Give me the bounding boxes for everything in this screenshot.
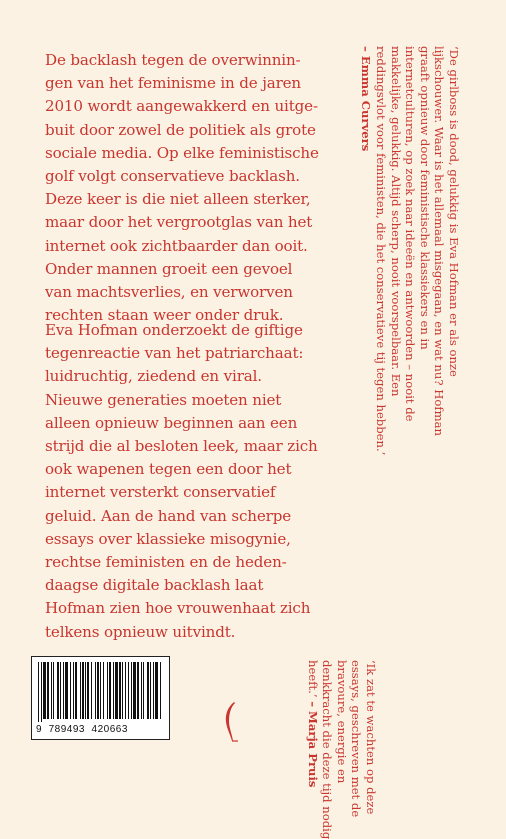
isbn-number: 9 789493 420663 xyxy=(36,724,128,735)
barcode-bar xyxy=(51,662,52,719)
barcode-bar xyxy=(155,662,158,719)
barcode-bar xyxy=(85,662,86,719)
barcode-bar xyxy=(150,662,151,719)
blurb-paragraph-2 xyxy=(45,319,318,644)
barcode-bar xyxy=(137,662,139,719)
quote-line: makkelijke, gelukkig. Altijd scherp, nooit voorspelbaar. Een xyxy=(388,46,403,397)
barcode-bar xyxy=(100,662,101,719)
blurb-paragraph-1 xyxy=(45,49,319,327)
blurb-line: gen van het feminisme in de jaren xyxy=(45,74,302,93)
blurb-line: daagse digitale backlash laat xyxy=(45,576,264,595)
blurb-line: 2010 wordt aangewakkerd en uitge- xyxy=(45,97,318,116)
barcode-bar xyxy=(91,662,92,719)
barcode-bar xyxy=(73,662,74,719)
barcode-bar xyxy=(115,662,118,719)
blurb-line: buit door zowel de politiek als grote xyxy=(45,120,316,139)
isbn-barcode xyxy=(31,656,170,740)
blurb-line: golf volgt conservatieve backlash. xyxy=(45,167,300,186)
barcode-bar xyxy=(143,662,144,719)
blurb-line: De backlash tegen de overwinnin- xyxy=(45,51,301,69)
barcode-bar xyxy=(65,662,68,719)
barcode-bar xyxy=(141,662,142,719)
barcode-bar xyxy=(43,662,46,719)
blurb-line: rechten staan weer onder druk. xyxy=(45,306,284,325)
blurb-line: Deze keer is die niet alleen sterker, xyxy=(45,190,311,209)
blurb-line: telkens opnieuw uitvindt. xyxy=(45,622,236,641)
barcode-bars xyxy=(32,657,169,723)
quote-line: lijkschouwer. Waar is het allemaal misgegaan, en wat nu? Hofman xyxy=(432,46,447,436)
barcode-bar xyxy=(109,662,111,719)
quote-line: bravoure, energie en xyxy=(334,660,349,784)
barcode-bar xyxy=(153,662,154,719)
blurb-line: van machtsverlies, en verworven xyxy=(45,283,293,302)
barcode-bar xyxy=(53,662,54,719)
barcode-bar xyxy=(75,662,77,719)
barcode-bar xyxy=(63,662,64,719)
barcode-bar xyxy=(103,662,104,719)
quote-line: ‘Ik zat te wachten op deze xyxy=(364,660,378,815)
barcode-bar xyxy=(82,662,84,719)
quote-line: graaft opnieuw door feministische klassiekers en in xyxy=(417,46,432,350)
barcode-bar xyxy=(70,662,71,719)
barcode-bar xyxy=(60,662,61,719)
quote-line: essays, geschreven met de xyxy=(349,660,364,818)
barcode-bar xyxy=(80,662,81,719)
blurb-line: strijd die al besloten leek, maar zich xyxy=(45,437,318,456)
blurb-line: luidruchtig, ziedend en viral. xyxy=(45,367,262,386)
blurb-line: ook wapenen tegen een door het xyxy=(45,460,292,479)
blurb-line: alleen opnieuw beginnen aan een xyxy=(45,413,298,432)
quote-line: internetculturen, op zoek naar ideeën en antwoorden – nooit de xyxy=(403,46,418,422)
blurb-line: tegenreactie van het patriarchaat: xyxy=(45,344,304,363)
quote-line: reddingsvlot voor feministen, die het conservatieve tij tegen hebben.’ xyxy=(374,46,389,456)
blurb-line: internet ook zichtbaarder dan ooit. xyxy=(45,236,308,255)
barcode-bar xyxy=(47,662,49,719)
blurb-line: rechtse feministen en de heden- xyxy=(45,553,287,572)
quote-attribution: – Emma Curvers xyxy=(359,46,374,152)
blurb-line: internet versterkt conservatief xyxy=(45,483,276,502)
quote-marja-pruis xyxy=(305,660,378,839)
barcode-bar xyxy=(131,662,132,719)
barcode-bar xyxy=(97,662,99,719)
quote-attribution: – Marja Pruis xyxy=(305,701,320,788)
barcode-bar xyxy=(57,662,59,719)
blurb-line: Eva Hofman onderzoekt de giftige xyxy=(45,321,303,339)
blurb-line: sociale media. Op elke feministische xyxy=(45,143,319,162)
quote-line: ‘De girlboss is dood, gelukkig is Eva Hofman er als onze xyxy=(447,46,461,377)
quote-emma-curvers xyxy=(359,46,461,455)
barcode-bar xyxy=(113,662,114,719)
barcode-bar xyxy=(128,662,129,719)
publisher-logo-icon xyxy=(223,701,239,743)
blurb-line: Hofman zien hoe vrouwenhaat zich xyxy=(45,599,311,618)
quote-line-text: heeft.’ xyxy=(305,660,320,702)
blurb-line: essays over klassieke misogynie, xyxy=(45,529,291,548)
barcode-bar xyxy=(122,662,123,719)
quote-line xyxy=(305,660,320,839)
blurb-line: Onder mannen groeit een gevoel xyxy=(45,259,293,278)
barcode-bar xyxy=(133,662,136,719)
quote-line: denkkracht die deze tijd nodig xyxy=(320,660,335,839)
blurb-line: geluid. Aan de hand van scherpe xyxy=(45,506,291,525)
blurb-line: maar door het vergrootglas van het xyxy=(45,213,313,232)
barcode-bar xyxy=(125,662,126,719)
blurb-line: Nieuwe generaties moeten niet xyxy=(45,390,282,409)
barcode-bar xyxy=(38,662,39,722)
barcode-bar xyxy=(87,662,89,719)
barcode-bar xyxy=(107,662,108,719)
barcode-bar xyxy=(160,662,161,719)
barcode-bar xyxy=(119,662,121,719)
barcode-bar xyxy=(41,662,42,722)
barcode-bar xyxy=(147,662,149,719)
barcode-bar xyxy=(95,662,96,719)
